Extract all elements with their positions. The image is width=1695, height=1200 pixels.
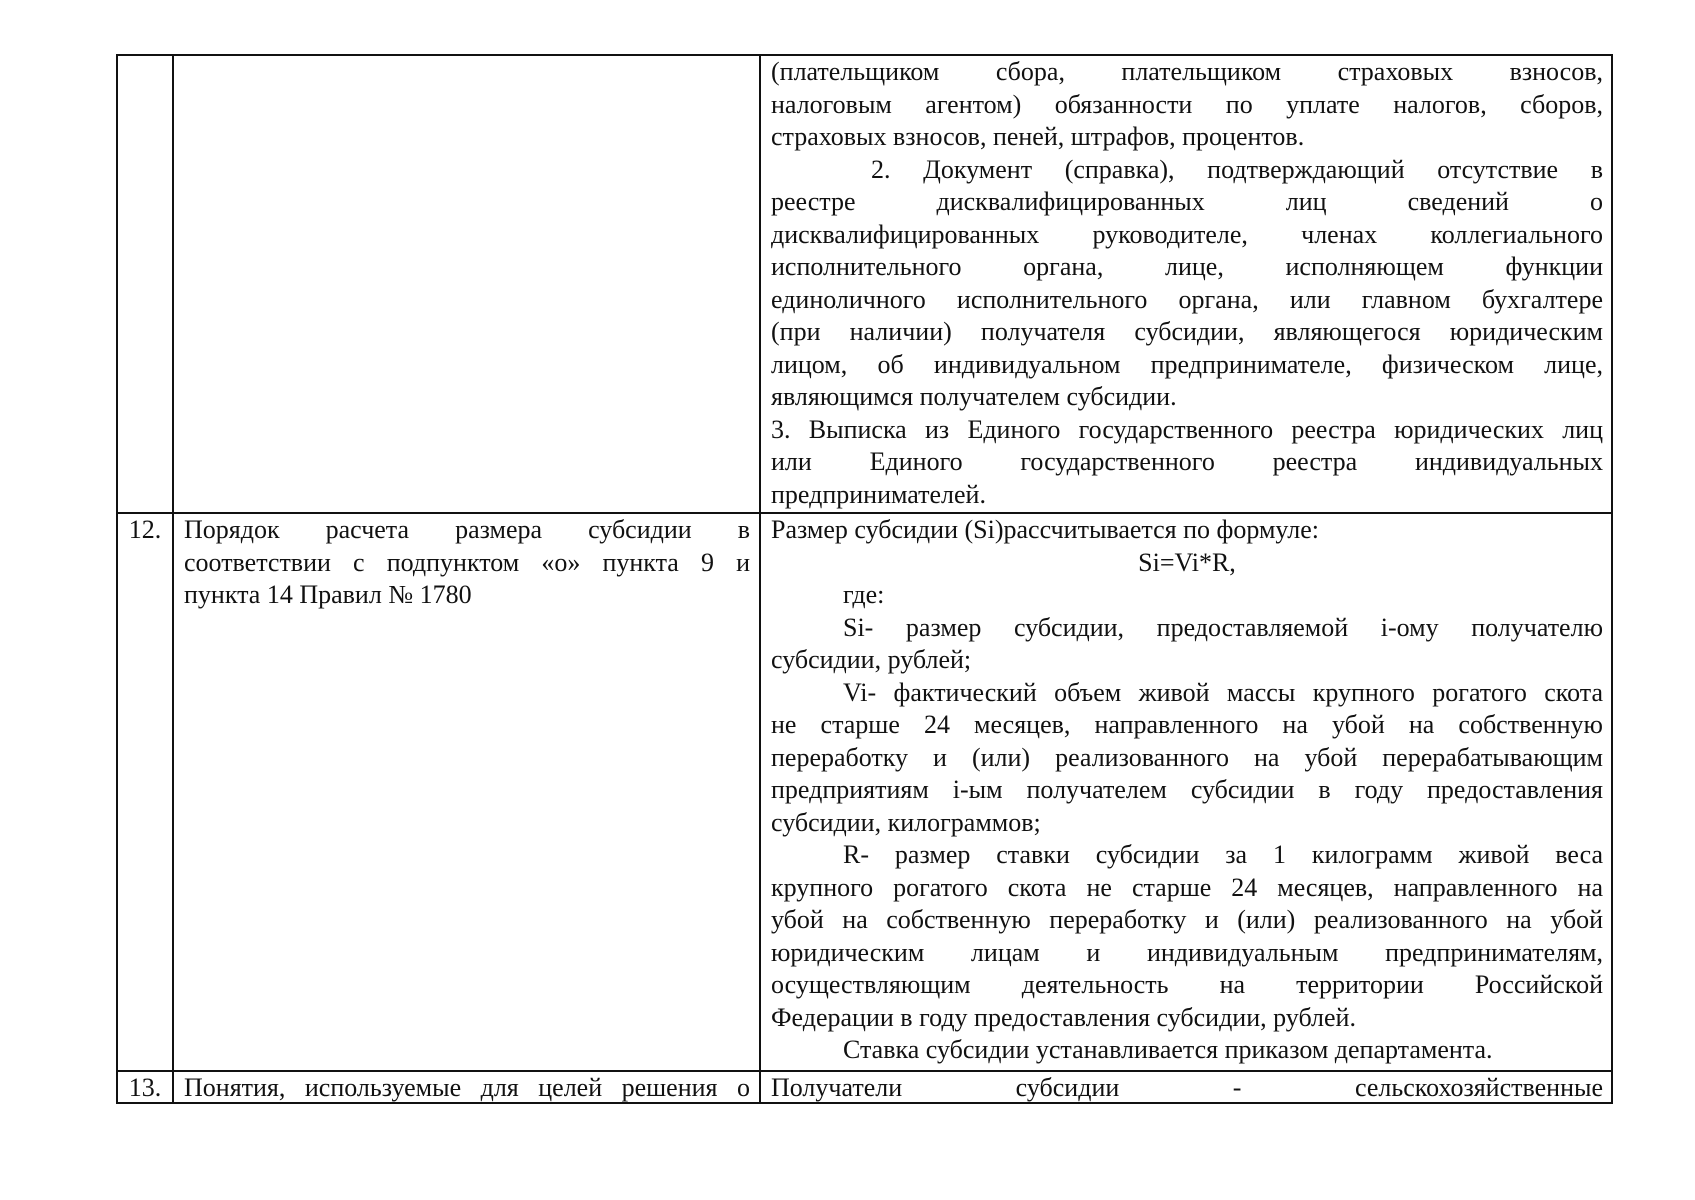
text-line: Si- размер субсидии, предоставляемой i-ому получателю [843, 612, 1603, 642]
text-line: Федерации в году предоставления субсидии, рублей. [771, 1002, 1356, 1032]
prev-row-content [771, 56, 1603, 511]
row-number-13: 13. [128, 1073, 162, 1102]
text-line: (плательщиком сбора, плательщиком страховых взносов, [771, 57, 1603, 86]
text-line: единоличного исполнительного органа, или главном бухгалтере [771, 284, 1603, 314]
text-line: R- размер ставки субсидии за 1 килограмм живой веса [843, 840, 1603, 869]
text-line: не старше 24 месяцев, направленного на убой на собственную [771, 710, 1603, 739]
text-line: юридическим лицам и индивидуальным предпринимателям, [771, 937, 1603, 967]
text-line: субсидии, рублей; [771, 645, 972, 674]
document-table [116, 54, 1613, 1104]
text-line: Понятия, используемые для целей решения о [184, 1073, 750, 1102]
text-line: 2. Документ (справка), подтверждающий отсутствие в [871, 154, 1603, 184]
text-line: Vi- фактический объем живой массы крупного рогатого скота [843, 677, 1603, 707]
formula: Si=Vi*R, [1138, 547, 1236, 577]
text-line: 3. Выписка из Единого государственного реестра юридических лиц [771, 414, 1603, 444]
text-line: лицом, об индивидуальном предпринимателе, физическом лице, [771, 349, 1603, 379]
column-divider-content [759, 56, 761, 1102]
row-12-content [771, 514, 1603, 1067]
intro-line: Размер субсидии (Si)рассчитывается по формуле: [771, 515, 1320, 544]
text-line: или Единого государственного реестра индивидуальных [771, 447, 1603, 476]
text-line: Порядок расчета размера субсидии в [184, 515, 750, 544]
row-13-content [771, 1072, 1603, 1102]
text-line: (при наличии) получателя субсидии, являющегося юридическим [771, 317, 1603, 346]
column-divider-number [172, 56, 174, 1102]
text-line: предприятиям i-ым получателем субсидии в году предоставления [771, 775, 1603, 804]
row-12-title [184, 514, 750, 612]
text-line: крупного рогатого скота не старше 24 месяцев, направленного на [771, 872, 1603, 902]
text-line: осуществляющим деятельность на территории Российской [771, 970, 1603, 999]
text-line: исполнительного органа, лице, исполняющем функции [771, 252, 1603, 281]
where-label: где: [843, 580, 885, 609]
text-line: переработку и (или) реализованного на убой перерабатывающим [771, 742, 1603, 772]
text-line: предпринимателей. [771, 479, 986, 509]
text-line: являющимся получателем субсидии. [771, 382, 1177, 411]
rate-line: Ставка субсидии устанавливается приказом департамента. [843, 1035, 1493, 1064]
text-line: страховых взносов, пеней, штрафов, процентов. [771, 122, 1305, 151]
text-line: дисквалифицированных руководителе, членах коллегиального [771, 219, 1603, 249]
text-line: убой на собственную переработку и (или) реализованного на убой [771, 905, 1603, 934]
row-number-12: 12. [128, 515, 162, 544]
text-line: налоговым агентом) обязанности по уплате налогов, сборов, [771, 89, 1603, 119]
text-line: Получатели субсидии - сельскохозяйственные [771, 1073, 1603, 1102]
text-line: реестре дисквалифицированных лиц сведений о [771, 187, 1603, 216]
text-line: субсидии, килограммов; [771, 807, 1041, 837]
row-13-title [184, 1072, 750, 1102]
text-line: пункта 14 Правил № 1780 [184, 580, 472, 609]
text-line: соответствии с подпунктом «о» пункта 9 и [184, 547, 750, 577]
